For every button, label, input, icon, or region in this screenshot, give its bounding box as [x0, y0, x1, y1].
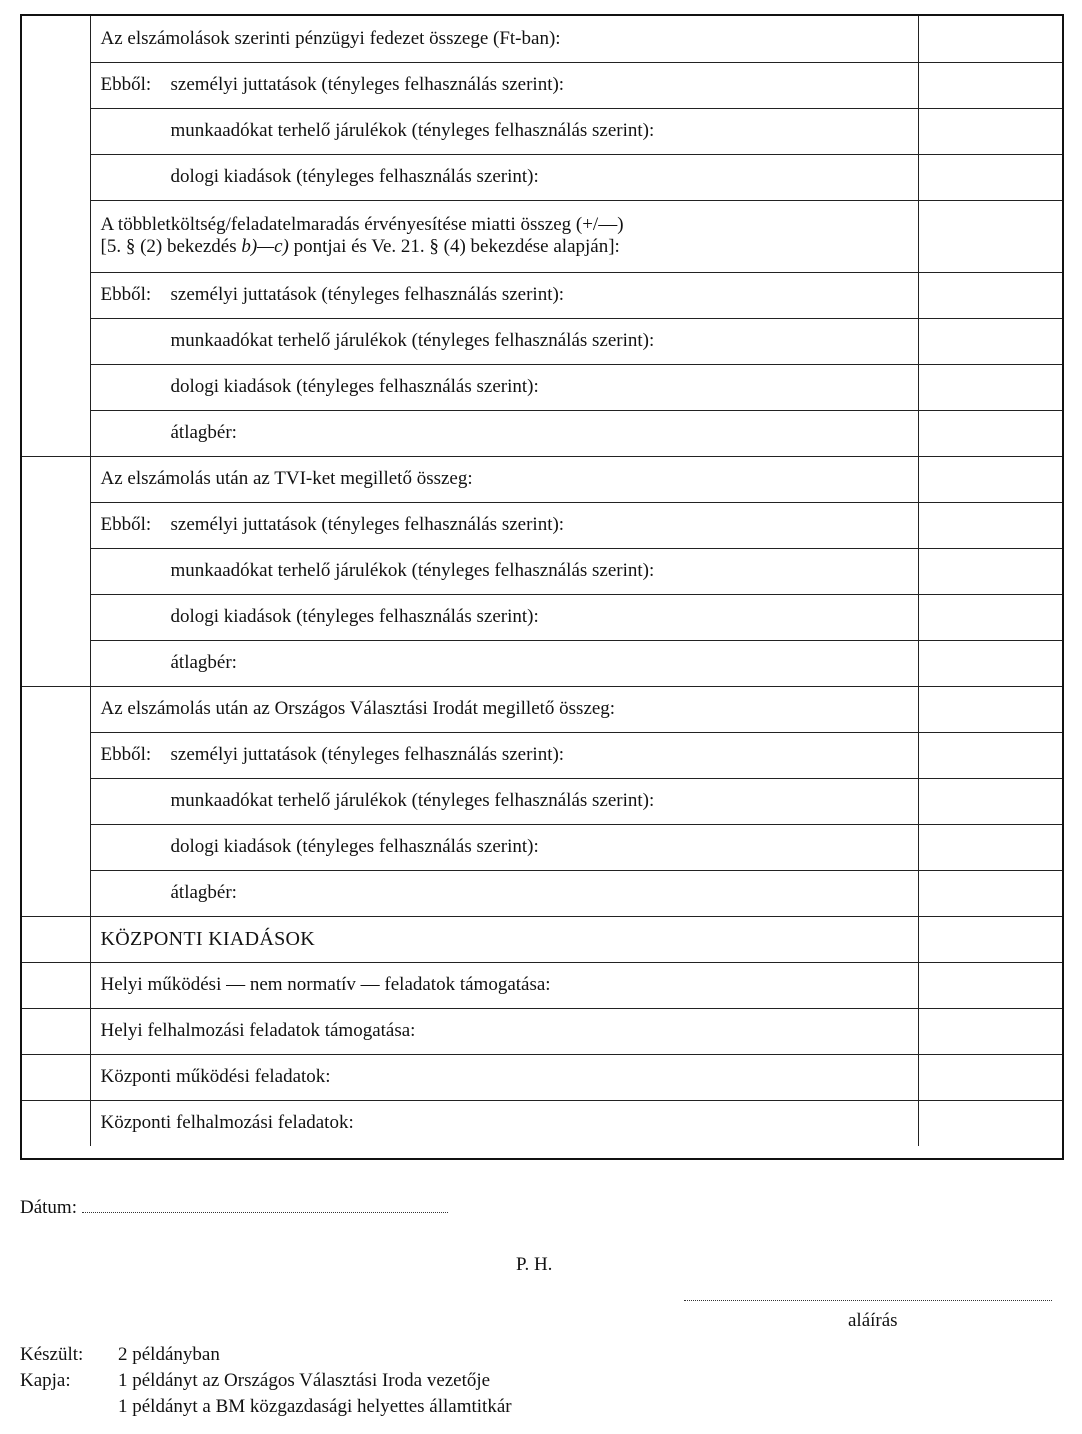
- amount-cell[interactable]: [918, 318, 1062, 364]
- amount-cell[interactable]: [918, 200, 1062, 272]
- row-label: munkaadókat terhelő járulékok (tényleges felhasználás szerint):: [90, 548, 918, 594]
- amount-cell[interactable]: [918, 824, 1062, 870]
- row-text: pontjai és Ve. 21. § (4) bekezdése alapján]:: [288, 236, 620, 257]
- code-cell: [22, 456, 90, 502]
- amount-cell[interactable]: [918, 108, 1062, 154]
- code-cell: [22, 364, 90, 410]
- row-label: Központi működési feladatok:: [90, 1054, 918, 1100]
- amount-cell[interactable]: [918, 1100, 1062, 1146]
- copies-value: 2 példányban: [118, 1344, 220, 1365]
- row-label: dologi kiadások (tényleges felhasználás szerint):: [90, 364, 918, 410]
- row-text: személyi juttatások (tényleges felhasználás szerint):: [170, 74, 565, 95]
- table-row: [22, 640, 1062, 686]
- table-row: [22, 200, 1062, 272]
- table-row: [22, 824, 1062, 870]
- amount-cell[interactable]: [918, 410, 1062, 456]
- recipient-value: 1 példányt az Országos Választási Iroda vezetője: [118, 1370, 491, 1391]
- date-label: Dátum:: [20, 1197, 77, 1218]
- row-label: munkaadókat terhelő járulékok (tényleges felhasználás szerint):: [90, 108, 918, 154]
- code-cell: [22, 594, 90, 640]
- amount-cell[interactable]: [918, 962, 1062, 1008]
- copies-label: Készült:: [20, 1344, 84, 1365]
- ebbol-label: Ebből:: [100, 514, 152, 535]
- amount-cell[interactable]: [918, 272, 1062, 318]
- code-cell: [22, 870, 90, 916]
- row-label: Központi felhalmozási feladatok:: [90, 1100, 918, 1146]
- table-row: [22, 1100, 1062, 1146]
- table-row: [22, 410, 1062, 456]
- code-cell: [22, 778, 90, 824]
- recipient-value: 1 példányt a BM közgazdasági helyettes államtitkár: [118, 1396, 512, 1417]
- code-cell: [22, 732, 90, 778]
- code-cell: [22, 200, 90, 272]
- row-text-line1: A többletköltség/feladatelmaradás érvényesítése miatti összeg (+/—): [100, 214, 624, 235]
- table-row: [22, 272, 1062, 318]
- ebbol-label: Ebből:: [100, 74, 152, 95]
- table-row: [22, 502, 1062, 548]
- table-row: [22, 154, 1062, 200]
- amount-cell[interactable]: [918, 548, 1062, 594]
- table-row: [22, 732, 1062, 778]
- row-label: [90, 200, 918, 272]
- table-row: [22, 778, 1062, 824]
- amount-cell[interactable]: [918, 16, 1062, 62]
- amount-cell[interactable]: [918, 686, 1062, 732]
- ebbol-label: Ebből:: [100, 744, 152, 765]
- code-cell: [22, 640, 90, 686]
- distribution-block: [20, 1342, 512, 1420]
- table-row: [22, 548, 1062, 594]
- code-cell: [22, 1054, 90, 1100]
- code-cell: [22, 1100, 90, 1146]
- recipient-label: Kapja:: [20, 1370, 71, 1391]
- row-label: Helyi működési — nem normatív — feladatok támogatása:: [90, 962, 918, 1008]
- row-label: Az elszámolások szerinti pénzügyi fedezet összege (Ft-ban):: [90, 16, 918, 62]
- copies-line: [20, 1342, 512, 1368]
- table-row: [22, 108, 1062, 154]
- table-row: [22, 686, 1062, 732]
- code-cell: [22, 1008, 90, 1054]
- date-input-line[interactable]: [82, 1196, 448, 1213]
- code-cell: [22, 502, 90, 548]
- table-row: [22, 364, 1062, 410]
- row-text: [5. § (2) bekezdés: [100, 236, 242, 257]
- table-row: [22, 62, 1062, 108]
- signature-line[interactable]: [684, 1300, 1052, 1301]
- row-label: átlagbér:: [90, 410, 918, 456]
- row-label: Az elszámolás után az Országos Választási Irodát megillető összeg:: [90, 686, 918, 732]
- code-cell: [22, 686, 90, 732]
- recipient-line: [20, 1368, 512, 1394]
- table-row: [22, 456, 1062, 502]
- row-label: [90, 62, 918, 108]
- stamp-placeholder: P. H.: [516, 1254, 553, 1275]
- table-row: [22, 916, 1062, 962]
- row-label: Az elszámolás után az TVI-ket megillető összeg:: [90, 456, 918, 502]
- row-label: Helyi felhalmozási feladatok támogatása:: [90, 1008, 918, 1054]
- row-label: átlagbér:: [90, 640, 918, 686]
- code-cell: [22, 62, 90, 108]
- recipient-line: [20, 1394, 512, 1420]
- amount-cell[interactable]: [918, 456, 1062, 502]
- row-label: munkaadókat terhelő járulékok (tényleges felhasználás szerint):: [90, 318, 918, 364]
- row-label: dologi kiadások (tényleges felhasználás szerint):: [90, 594, 918, 640]
- amount-cell[interactable]: [918, 62, 1062, 108]
- amount-cell[interactable]: [918, 1008, 1062, 1054]
- table-row: [22, 318, 1062, 364]
- row-label: [90, 272, 918, 318]
- amount-cell[interactable]: [918, 640, 1062, 686]
- amount-cell[interactable]: [918, 502, 1062, 548]
- table-row: [22, 1054, 1062, 1100]
- code-cell: [22, 548, 90, 594]
- row-label: dologi kiadások (tényleges felhasználás szerint):: [90, 154, 918, 200]
- code-cell: [22, 154, 90, 200]
- code-cell: [22, 916, 90, 962]
- code-cell: [22, 318, 90, 364]
- date-field: [20, 1196, 448, 1219]
- allocation-form-table: [20, 14, 1064, 1160]
- signature-label: aláírás: [848, 1310, 898, 1331]
- code-cell: [22, 824, 90, 870]
- table-row: [22, 1008, 1062, 1054]
- row-label: átlagbér:: [90, 870, 918, 916]
- code-cell: [22, 108, 90, 154]
- row-label: dologi kiadások (tényleges felhasználás szerint):: [90, 824, 918, 870]
- table-row: [22, 870, 1062, 916]
- amount-cell[interactable]: [918, 1054, 1062, 1100]
- amount-cell[interactable]: [918, 870, 1062, 916]
- amount-cell[interactable]: [918, 732, 1062, 778]
- table-row: [22, 16, 1062, 62]
- table-row: [22, 962, 1062, 1008]
- amount-cell[interactable]: [918, 778, 1062, 824]
- amount-cell[interactable]: [918, 154, 1062, 200]
- row-text: személyi juttatások (tényleges felhasználás szerint):: [170, 284, 565, 305]
- code-cell: [22, 962, 90, 1008]
- ebbol-label: Ebből:: [100, 284, 152, 305]
- row-text: személyi juttatások (tényleges felhasználás szerint):: [170, 514, 565, 535]
- code-cell: [22, 410, 90, 456]
- row-text-italic: b)—c): [241, 236, 289, 257]
- row-label: munkaadókat terhelő járulékok (tényleges felhasználás szerint):: [90, 778, 918, 824]
- section-heading: KÖZPONTI KIADÁSOK: [90, 916, 918, 962]
- row-text-line2: [101, 236, 908, 258]
- table-row: [22, 594, 1062, 640]
- amount-cell[interactable]: [918, 594, 1062, 640]
- amount-cell[interactable]: [918, 364, 1062, 410]
- row-label: [90, 732, 918, 778]
- amount-cell[interactable]: [918, 916, 1062, 962]
- code-cell: [22, 16, 90, 62]
- row-label: [90, 502, 918, 548]
- row-text: személyi juttatások (tényleges felhasználás szerint):: [170, 744, 565, 765]
- code-cell: [22, 272, 90, 318]
